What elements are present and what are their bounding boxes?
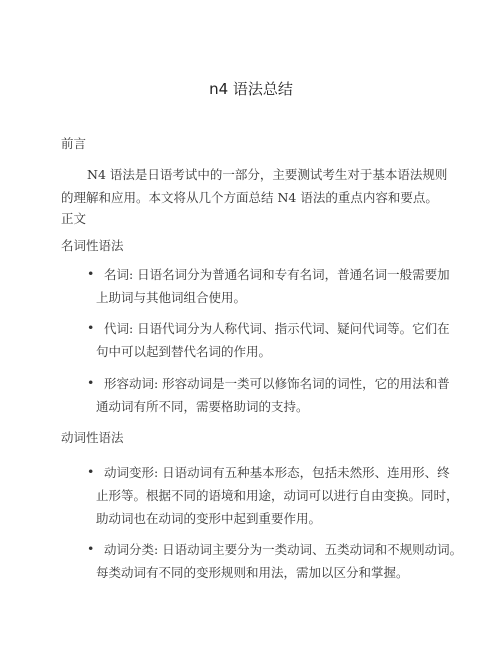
noun-item-1-line-1: 名词: 日语名词分为普通名词和专有名词，普通名词一般需要加 — [104, 267, 450, 282]
noun-item-2-line-1: 代词: 日语代词分为人称代词、指示代词、疑问代词等。它们在 — [104, 321, 450, 336]
preface-paragraph — [61, 163, 461, 209]
noun-item-3-line-1: 形容动词: 形容动词是一类可以修饰名词的词性，它的用法和普 — [104, 376, 450, 391]
verb-item-1 — [96, 461, 484, 530]
verb-item-2-line-2: 每类动词有不同的变形规则和用法，需加以区分和掌握。 — [96, 565, 409, 580]
preface-line-1: N4 语法是日语考试中的一部分，主要测试考生对于基本语法规则 — [87, 167, 448, 182]
preface-heading: 前言 — [61, 136, 87, 151]
verb-item-1-line-1: 动词变形: 日语动词有五种基本形态，包括未然形、连用形、终 — [104, 465, 450, 480]
verb-item-2 — [96, 538, 484, 584]
document-title: n4 语法总结 — [209, 80, 293, 98]
bullet-dot: • — [87, 541, 95, 556]
body-heading: 正文 — [61, 211, 87, 226]
bullet-dot: • — [87, 375, 95, 390]
noun-item-3-line-2: 通动词有所不同，需要格助词的支持。 — [96, 399, 309, 414]
noun-item-1-line-2: 上助词与其他词组合使用。 — [96, 290, 247, 305]
bullet-dot: • — [87, 266, 95, 281]
verb-item-1-line-2: 止形等。根据不同的语境和用途，动词可以进行自由变换。同时， — [96, 488, 459, 503]
noun-item-3 — [96, 372, 484, 418]
noun-item-2-line-2: 句中可以起到替代名词的作用。 — [96, 344, 272, 359]
bullet-dot: • — [87, 464, 95, 479]
bullet-dot: • — [87, 320, 95, 335]
verb-item-2-line-1: 动词分类: 日语动词主要分为一类动词、五类动词和不规则动词。 — [104, 542, 463, 557]
noun-item-2 — [96, 317, 484, 363]
verb-item-1-line-3: 助动词也在动词的变形中起到重要作用。 — [96, 511, 322, 526]
verb-section-heading: 动词性语法 — [61, 430, 124, 445]
noun-item-1 — [96, 263, 484, 309]
preface-line-2: 的理解和应用。本文将从几个方面总结 N4 语法的重点内容和要点。 — [61, 190, 438, 205]
noun-section-heading: 名词性语法 — [61, 238, 124, 253]
